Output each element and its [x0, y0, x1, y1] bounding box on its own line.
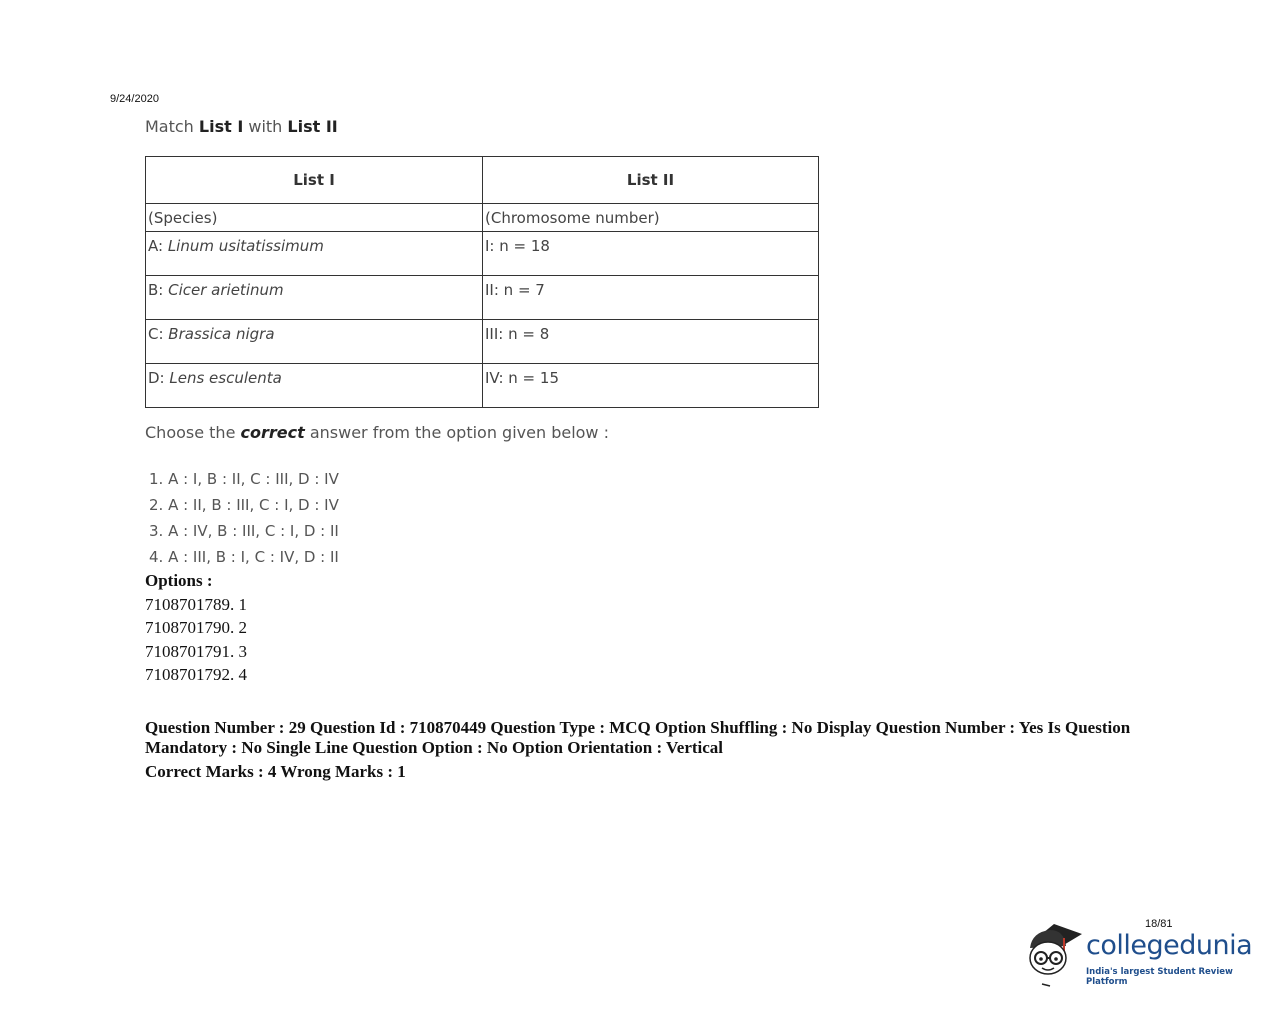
table-subheader-row — [146, 204, 819, 232]
mascot-icon — [1024, 918, 1086, 990]
species-cell: C: Brassica nigra — [146, 320, 483, 364]
table-row — [146, 320, 819, 364]
question-info: Question Number : 29 Question Id : 710870449 Question Type : MCQ Option Shuffling : No Display Question Number : Yes Is Question Mandatory : No Single Line Question Option : No Option Orientation : Vertical — [145, 718, 1131, 757]
brand-name: collegedunia — [1086, 930, 1253, 961]
list-2-header: List II — [483, 157, 819, 204]
print-date: 9/24/2020 — [110, 93, 159, 105]
option-item: 7108701791. 3 — [145, 641, 247, 661]
option-item: 7108701789. 1 — [145, 594, 247, 614]
table-row — [146, 276, 819, 320]
answer-choice: 1. A : I, B : II, C : III, D : IV — [149, 470, 339, 488]
list-1-header: List I — [146, 157, 483, 204]
chromosome-cell: IV: n = 15 — [483, 364, 819, 408]
answer-choice: 3. A : IV, B : III, C : I, D : II — [149, 522, 339, 540]
species-subheader: (Species) — [146, 204, 483, 232]
options-title: Options : — [145, 571, 213, 590]
question-intro: Match List I with List II — [145, 117, 338, 136]
choose-instruction: Choose the correct answer from the option given below : — [145, 423, 609, 442]
species-cell: D: Lens esculenta — [146, 364, 483, 408]
answer-choices — [149, 466, 339, 570]
options-list — [145, 569, 247, 687]
question-metadata — [145, 718, 1175, 782]
species-cell: A: Linum usitatissimum — [146, 232, 483, 276]
table-row — [146, 232, 819, 276]
answer-choice: 4. A : III, B : I, C : IV, D : II — [149, 548, 339, 566]
chromosome-subheader: (Chromosome number) — [483, 204, 819, 232]
option-item: 7108701790. 2 — [145, 618, 247, 637]
chromosome-cell: III: n = 8 — [483, 320, 819, 364]
table-header-row — [146, 157, 819, 204]
table-row — [146, 364, 819, 408]
chromosome-cell: II: n = 7 — [483, 276, 819, 320]
collegedunia-logo — [1024, 918, 1254, 990]
option-item: 7108701792. 4 — [145, 665, 247, 684]
marks-info: Correct Marks : 4 Wrong Marks : 1 — [145, 762, 406, 781]
answer-choice: 2. A : II, B : III, C : I, D : IV — [149, 496, 339, 514]
species-cell: B: Cicer arietinum — [146, 276, 483, 320]
page-number: 18/81 — [1145, 918, 1173, 930]
chromosome-cell: I: n = 18 — [483, 232, 819, 276]
match-table — [145, 156, 819, 408]
brand-tagline: India's largest Student Review Platform — [1086, 967, 1233, 987]
